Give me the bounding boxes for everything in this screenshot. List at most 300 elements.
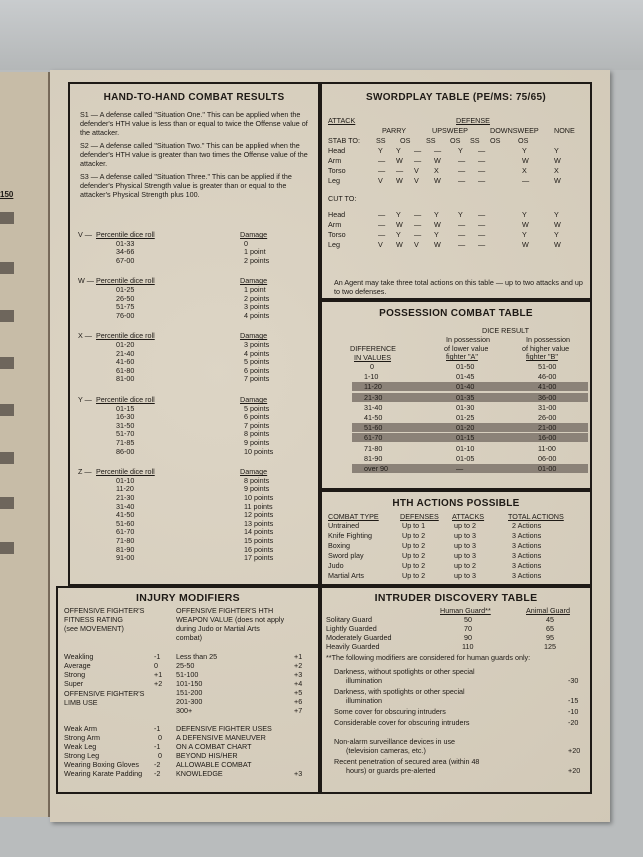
animal-guard-value: 45 <box>546 615 554 624</box>
stab-cell: — <box>478 176 486 185</box>
limb-header: LIMB USE <box>64 698 98 707</box>
stab-cell: X <box>522 166 527 175</box>
damage-value: 3 points <box>244 302 270 312</box>
weapon-mod: +1 <box>294 652 303 661</box>
fighter-b-value: 06-00 <box>538 453 557 463</box>
fitness-rating: Super <box>64 679 84 688</box>
defense-group: NONE <box>554 126 575 135</box>
actions-cell: up to 3 <box>454 551 476 560</box>
cut-cell: — <box>378 210 386 219</box>
limb-use: Weak Arm <box>64 724 98 733</box>
edge-tab <box>0 310 14 322</box>
cut-cell: — <box>458 230 466 239</box>
swordplay-table-panel <box>320 82 592 300</box>
weapon-value: Less than 25 <box>176 652 218 661</box>
cut-cell: Y <box>458 210 463 219</box>
modifier-text: illumination <box>346 676 382 685</box>
damage-value: 2 points <box>244 255 270 265</box>
dice-range: 31-40 <box>116 501 135 511</box>
dice-range: 11-20 <box>116 484 134 494</box>
stab-cell: V <box>378 176 383 185</box>
edge-tab <box>0 404 14 416</box>
human-guard-value: 70 <box>464 624 472 633</box>
actions-cell: up to 3 <box>454 571 476 580</box>
stab-cell: X <box>434 166 439 175</box>
modifier-value: -10 <box>568 707 579 716</box>
limb-use: Weak Leg <box>64 742 97 751</box>
weapon-value: 25-50 <box>176 661 195 670</box>
difference-value: 1-10 <box>364 372 379 382</box>
modifier-value: -30 <box>568 676 579 685</box>
damage-label: Damage <box>240 331 268 341</box>
damage-value: 9 points <box>244 438 270 447</box>
dice-range: 21-30 <box>116 493 135 502</box>
dice-result-label: DICE RESULT <box>482 326 529 335</box>
hth-combat-results-panel <box>68 82 320 586</box>
defense-group: PARRY <box>382 126 407 135</box>
weapon-value: 201-300 <box>176 697 203 706</box>
fighter-b-value: 31-00 <box>538 402 557 412</box>
hth-actions-panel <box>320 490 592 586</box>
stab-cell: V <box>414 166 419 175</box>
situation-1: S1 — A defense called "Situation One." This can be applied when the defender's HTH value is less than or equal to twice the Offense value of the attacker. <box>80 110 308 137</box>
stab-row-label: Head <box>328 146 346 155</box>
cut-cell: W <box>522 240 529 249</box>
sub-header: SS <box>470 136 480 145</box>
actions-cell: Knife Fighting <box>328 531 372 540</box>
weapon-header: WEAPON VALUE (does not apply <box>176 615 285 624</box>
damage-value: 8 points <box>244 429 270 439</box>
damage-value: 4 points <box>244 310 270 320</box>
damage-value: 0 <box>244 238 248 248</box>
stab-cell: X <box>554 166 559 175</box>
sub-header: OS <box>400 136 411 145</box>
group-letter: Z — <box>78 467 92 477</box>
guard-level: Lightly Guarded <box>326 624 377 633</box>
weapon-mod: +7 <box>294 706 303 715</box>
sub-header: SS <box>426 136 436 145</box>
stab-cell: — <box>458 166 466 175</box>
defense-group: UPSWEEP <box>432 126 468 135</box>
fighter-b-value: 01-00 <box>538 464 557 473</box>
damage-value: 1 point <box>244 247 266 257</box>
damage-value: 12 points <box>244 510 274 520</box>
modifier-value: +20 <box>568 746 581 755</box>
weapon-value: 101-150 <box>176 679 203 688</box>
modifier-value: -20 <box>568 718 579 727</box>
actions-cell: Boxing <box>328 541 350 550</box>
stab-cell: Y <box>554 146 559 155</box>
cut-row-label: Torso <box>328 230 346 239</box>
edge-tab <box>0 452 14 464</box>
roll-label: Percentile dice roll <box>96 467 155 477</box>
attack-header: ATTACK <box>328 116 356 125</box>
damage-value: 6 points <box>244 412 270 422</box>
animal-guard-value: 65 <box>546 624 554 633</box>
cut-cell: Y <box>522 230 527 239</box>
fighter-b-value: 21-00 <box>538 423 557 433</box>
fitness-header: FITNESS RATING <box>64 615 123 624</box>
damage-groups <box>70 84 320 586</box>
stab-cell: Y <box>522 146 527 155</box>
damage-value: 11 points <box>244 501 273 511</box>
edge-tab <box>0 262 14 274</box>
guard-level: Solitary Guard <box>326 615 372 624</box>
possession-title: POSSESSION COMBAT TABLE <box>379 308 533 319</box>
guard-level: Heavily Guarded <box>326 642 380 651</box>
actions-cell: up to 3 <box>454 541 476 550</box>
fighter-b-value: 16-00 <box>538 433 557 443</box>
cut-cell: W <box>434 240 441 249</box>
stab-row-label: Torso <box>328 166 346 175</box>
stab-cell: — <box>478 146 486 155</box>
limb-mod: -2 <box>154 760 161 769</box>
knowledge-line: ON A COMBAT CHART <box>176 742 252 751</box>
damage-value: 16 points <box>244 544 274 554</box>
limb-mod: 0 <box>158 751 162 760</box>
damage-value: 1 point <box>244 285 266 294</box>
actions-cell: up to 2 <box>454 521 476 530</box>
intruder-title: INTRUDER DISCOVERY TABLE <box>374 592 538 604</box>
dice-range: 61-70 <box>116 527 135 537</box>
human-guard-value: 110 <box>462 642 474 651</box>
dice-range: 71-85 <box>116 438 135 447</box>
fitness-header: (see MOVEMENT) <box>64 624 124 633</box>
cut-cell: Y <box>396 230 401 239</box>
damage-value: 3 points <box>244 340 270 349</box>
animal-guard-value: 125 <box>544 642 556 651</box>
situation-2: S2 — A defense called "Situation Two." This can be applied when the defender's HTH value is greater than two times the Offense value of the attacker. <box>80 141 308 168</box>
knowledge-line: KNOWLEDGE <box>176 769 223 778</box>
actions-cell: up to 3 <box>454 531 476 540</box>
col-a-label: of lower value <box>444 343 489 353</box>
fighter-b-value: 46-00 <box>538 372 557 382</box>
damage-label: Damage <box>240 230 268 239</box>
fitness-mod: 0 <box>154 661 158 670</box>
stab-cell: V <box>414 176 419 185</box>
limb-mod: -1 <box>154 742 161 751</box>
cut-cell: — <box>458 220 466 229</box>
limb-mod: -2 <box>154 769 161 778</box>
actions-cell: 3 Actions <box>512 541 542 550</box>
dice-range: 26-50 <box>116 293 135 303</box>
modifier-value: -15 <box>568 696 579 705</box>
actions-cell: Up to 1 <box>402 521 426 530</box>
cut-cell: — <box>458 240 466 249</box>
dice-range: 81-90 <box>116 544 135 554</box>
cut-cell: — <box>414 220 422 229</box>
modifier-text: hours) or guards pre-alerted <box>346 766 436 775</box>
weapon-header: during Judo or Martial Arts <box>176 624 260 633</box>
dice-range: 61-80 <box>116 365 135 375</box>
swordplay-title: SWORDPLAY TABLE (PE/MS: 75/65) <box>366 92 546 103</box>
stab-cell: W <box>434 156 441 165</box>
hth-actions-title: HTH ACTIONS POSSIBLE <box>392 498 520 509</box>
damage-value: 17 points <box>244 553 274 563</box>
fitness-header: OFFENSIVE FIGHTER'S <box>64 606 145 615</box>
stab-cell: Y <box>458 146 463 155</box>
stab-row-label: Leg <box>328 176 340 185</box>
difference-value: 31-40 <box>364 402 383 412</box>
diff-label: DIFFERENCE <box>350 344 396 353</box>
dice-range: 01-20 <box>116 340 135 349</box>
weapon-value: 300+ <box>176 706 193 715</box>
dice-range: 01-25 <box>116 285 135 294</box>
knowledge-line: ALLOWABLE COMBAT <box>176 760 252 769</box>
edge-page-label: 150 <box>0 190 14 199</box>
stab-cell: — <box>396 166 404 175</box>
modifier-text: Recent penetration of secured area (within 48 <box>334 757 480 766</box>
cut-cell: W <box>554 240 561 249</box>
difference-value: 61-70 <box>364 433 383 443</box>
cut-cell: — <box>378 230 386 239</box>
adjacent-page-edge <box>0 72 50 817</box>
fitness-mod: +1 <box>154 670 163 679</box>
damage-value: 15 points <box>244 536 274 545</box>
human-guard-header: Human Guard** <box>440 606 491 615</box>
intruder-discovery-panel <box>320 586 592 794</box>
weapon-value: 151-200 <box>176 688 203 697</box>
damage-value: 7 points <box>244 420 270 430</box>
stab-cell: W <box>396 156 403 165</box>
cut-cell: Y <box>434 230 439 239</box>
weapon-mod: +2 <box>294 661 303 670</box>
dice-range: 51-70 <box>116 429 135 439</box>
dice-range: 67-00 <box>116 255 135 265</box>
stab-cell: — <box>478 156 486 165</box>
edge-tab <box>0 357 14 369</box>
actions-cell: Up to 2 <box>402 531 426 540</box>
guard-level: Moderately Guarded <box>326 633 392 642</box>
roll-label: Percentile dice roll <box>96 331 155 341</box>
hth-title: HAND-TO-HAND COMBAT RESULTS <box>103 92 285 103</box>
dice-range: 21-40 <box>116 348 135 358</box>
damage-label: Damage <box>240 276 268 286</box>
cut-cell: — <box>478 240 486 249</box>
limb-use: Strong Leg <box>64 751 100 760</box>
cut-label: CUT TO: <box>328 194 357 203</box>
stab-cell: — <box>414 156 422 165</box>
col-a-label: fighter "A" <box>446 352 478 361</box>
dice-range: 16-30 <box>116 412 135 422</box>
knowledge-line: DEFENSIVE FIGHTER USES <box>176 724 272 733</box>
stab-cell: — <box>478 166 486 175</box>
group-letter: Y — <box>78 395 92 404</box>
damage-value: 10 points <box>244 493 274 502</box>
cut-cell: W <box>396 220 403 229</box>
cut-cell: — <box>414 230 422 239</box>
diff-label: IN VALUES <box>354 352 392 362</box>
actions-cell: 2 Actions <box>512 521 542 530</box>
possession-combat-panel <box>320 300 592 490</box>
human-guard-value: 50 <box>464 615 472 624</box>
situation-3: S3 — A defense called "Situation Three." This can be applied if the defender's Physical Strength value is greater than or equal to the attacker's Physical Strength plus 100. <box>80 172 292 199</box>
actions-cell: Up to 2 <box>402 551 426 560</box>
actions-cell: Up to 2 <box>402 561 426 570</box>
fitness-rating: Average <box>64 661 91 670</box>
knowledge-line: BEYOND HIS/HER <box>176 751 238 760</box>
dice-range: 31-50 <box>116 420 135 430</box>
dice-range: 41-60 <box>116 357 135 367</box>
dice-range: 41-50 <box>116 510 135 520</box>
modifier-text: Darkness, without spotlights or other special <box>334 667 475 676</box>
difference-value: 71-80 <box>364 443 383 453</box>
cut-cell: — <box>378 220 386 229</box>
col-b-label: In possession <box>526 335 570 344</box>
fighter-a-value: — <box>456 464 464 473</box>
damage-value: 5 points <box>244 357 270 367</box>
fighter-a-value: 01-20 <box>456 423 475 433</box>
edge-tab <box>0 212 14 224</box>
limb-use: Wearing Karate Padding <box>64 769 143 778</box>
cut-cell: W <box>434 220 441 229</box>
weapon-value: 51-100 <box>176 670 199 679</box>
difference-value: 41-50 <box>364 413 383 422</box>
modifier-text: Considerable cover for obscuring intruders <box>334 718 470 727</box>
modifier-text: illumination <box>346 696 382 705</box>
cut-cell: — <box>478 210 486 219</box>
sub-header: SS <box>376 136 386 145</box>
stab-cell: W <box>396 176 403 185</box>
defense-header: DEFENSE <box>456 116 490 125</box>
knowledge-mod: +3 <box>294 769 303 778</box>
injury-title: INJURY MODIFIERS <box>136 592 240 604</box>
dice-range: 86-00 <box>116 446 135 456</box>
weapon-header: OFFENSIVE FIGHTER'S HTH <box>176 606 274 615</box>
dice-range: 71-80 <box>116 536 135 545</box>
modifier-text: Non-alarm surveillance devices in use <box>334 737 456 746</box>
sub-header: OS <box>490 136 501 145</box>
sub-header-extra: OS <box>518 136 529 145</box>
damage-value: 4 points <box>244 348 270 358</box>
damage-value: 7 points <box>244 374 270 384</box>
difference-value: 11-20 <box>364 382 382 392</box>
roll-label: Percentile dice roll <box>96 395 155 404</box>
actions-cell: 3 Actions <box>512 551 542 560</box>
dice-range: 51-60 <box>116 518 135 528</box>
cut-row-label: Head <box>328 210 346 219</box>
fighter-a-value: 01-30 <box>456 402 475 412</box>
fighter-b-value: 51-00 <box>538 362 557 371</box>
fighter-b-value: 26-00 <box>538 413 557 422</box>
stab-cell: Y <box>378 146 383 155</box>
injury-modifiers-panel <box>56 586 320 794</box>
limb-mod: 0 <box>158 733 162 742</box>
col-b-label: fighter "B" <box>526 352 558 361</box>
fighter-a-value: 01-50 <box>456 362 475 371</box>
actions-cell: Martial Arts <box>328 571 364 580</box>
group-letter: W — <box>78 276 94 286</box>
fitness-mod: +2 <box>154 679 163 688</box>
fighter-b-value: 36-00 <box>538 392 557 402</box>
stab-cell: — <box>522 176 530 185</box>
stab-cell: Y <box>396 146 401 155</box>
fighter-a-value: 01-35 <box>456 392 475 402</box>
dice-range: 01-33 <box>116 238 135 248</box>
cut-cell: Y <box>554 230 559 239</box>
weapon-mod: +3 <box>294 670 303 679</box>
animal-guard-value: 95 <box>546 633 554 642</box>
cut-cell: W <box>522 220 529 229</box>
edge-tab <box>0 542 14 554</box>
difference-value: over 90 <box>364 464 388 473</box>
fitness-rating: Weakling <box>64 652 94 661</box>
dice-range: 01-15 <box>116 403 135 413</box>
roll-label: Percentile dice roll <box>96 230 155 239</box>
swordplay-note: An Agent may take three total actions on this table — up to two attacks and up to two defenses. <box>334 278 583 296</box>
cut-cell: Y <box>554 210 559 219</box>
actions-header: DEFENSES <box>400 512 439 521</box>
stab-cell: — <box>378 156 386 165</box>
limb-mod: -1 <box>154 724 161 733</box>
damage-value: 13 points <box>244 518 274 528</box>
edge-tab <box>0 497 14 509</box>
cut-cell: — <box>478 230 486 239</box>
animal-guard-header: Animal Guard <box>526 606 570 615</box>
fighter-a-value: 01-15 <box>456 433 475 443</box>
dice-range: 81-00 <box>116 374 135 384</box>
fighter-a-value: 01-45 <box>456 372 475 382</box>
difference-value: 21-30 <box>364 392 383 402</box>
damage-value: 14 points <box>244 527 274 537</box>
actions-cell: 3 Actions <box>512 531 542 540</box>
modifier-text: Darkness, with spotlights or other special <box>334 687 465 696</box>
stab-label: STAB TO: <box>328 136 360 145</box>
difference-value: 81-90 <box>364 453 383 463</box>
damage-label: Damage <box>240 395 268 404</box>
cut-row-label: Leg <box>328 240 340 249</box>
damage-label: Damage <box>240 467 268 477</box>
damage-value: 6 points <box>244 365 270 375</box>
roll-label: Percentile dice roll <box>96 276 155 286</box>
group-letter: X — <box>78 331 92 341</box>
stab-cell: W <box>434 176 441 185</box>
weapon-mod: +5 <box>294 688 303 697</box>
actions-cell: 3 Actions <box>512 571 542 580</box>
sub-header: OS <box>450 136 461 145</box>
cut-cell: Y <box>522 210 527 219</box>
damage-value: 10 points <box>244 446 274 456</box>
actions-cell: Judo <box>328 561 344 570</box>
dice-range: 51-75 <box>116 302 135 312</box>
actions-header: COMBAT TYPE <box>328 512 379 521</box>
difference-value: 51-60 <box>364 423 383 433</box>
actions-cell: Sword play <box>328 551 364 560</box>
dice-range: 76-00 <box>116 310 135 320</box>
damage-value: 8 points <box>244 475 270 485</box>
actions-cell: Untrained <box>328 521 360 530</box>
actions-cell: 3 Actions <box>512 561 542 570</box>
stab-cell: — <box>414 146 422 155</box>
cut-cell: W <box>554 220 561 229</box>
weapon-mod: +4 <box>294 679 303 688</box>
stab-cell: W <box>522 156 529 165</box>
fitness-mod: -1 <box>154 652 161 661</box>
cut-cell: — <box>414 210 422 219</box>
limb-use: Wearing Boxing Gloves <box>64 760 139 769</box>
cut-row-label: Arm <box>328 220 342 229</box>
actions-header: TOTAL ACTIONS <box>508 512 564 521</box>
cut-cell: — <box>478 220 486 229</box>
difference-value: 0 <box>370 362 374 371</box>
modifier-text: (television cameras, etc.) <box>346 746 426 755</box>
cut-cell: V <box>378 240 383 249</box>
dice-range: 34-66 <box>116 247 135 257</box>
actions-header: ATTACKS <box>452 512 485 521</box>
stab-cell: — <box>378 166 386 175</box>
group-letter: V — <box>78 230 92 239</box>
reference-sheet <box>50 70 610 822</box>
